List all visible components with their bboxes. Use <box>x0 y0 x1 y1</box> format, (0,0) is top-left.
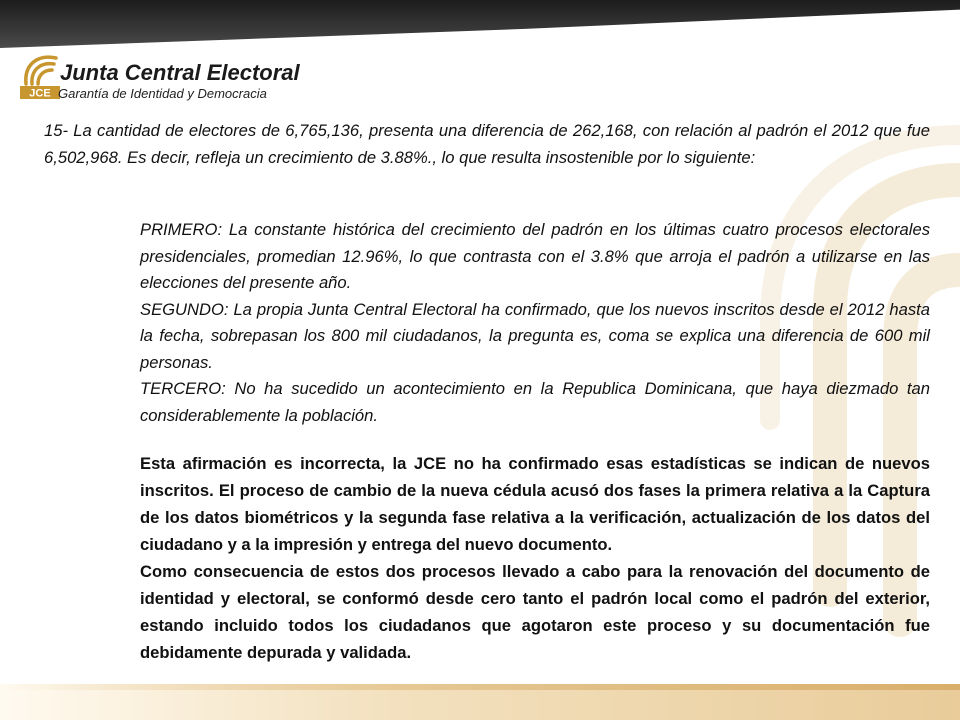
point-primero: PRIMERO: La constante histórica del crecimiento del padrón en los últimas cuatro procesos electorales presidenciales, promedian 12.96%, lo que contrasta con el 3.8% que arroja el padrón a utilizarse en las elecciones del presente año. <box>140 220 930 292</box>
answer-paragraph-1: Esta afirmación es incorrecta, la JCE no ha confirmado esas estadísticas se indican de nuevos inscritos. El proceso de cambio de la nueva cédula acusó dos fases la primera relativa a la Captura de los datos biométricos y la segunda fase relativa a la verificación, actualización de los datos del ciudadano y a la impresión y entrega del nuevo documento. <box>140 454 930 554</box>
point-segundo: SEGUNDO: La propia Junta Central Electoral ha confirmado, que los nuevos inscritos desde el 2012 hasta la fecha, sobrepasan los 800 mil ciudadanos, la pregunta es, coma se explica una diferencia de 600 mil personas. <box>140 299 930 372</box>
intro-paragraph: 15- La cantidad de electores de 6,765,136, presenta una diferencia de 262,168, con relación al padrón el 2012 que fue 6,502,968. Es decir, refleja un crecimiento de 3.88%., lo que resulta insostenible por lo siguiente: <box>44 121 930 167</box>
point-tercero: TERCERO: No ha sucedido un acontecimiento en la Republica Dominicana, que haya diezmado tan considerablemente la población. <box>140 379 930 425</box>
points-list <box>140 217 930 429</box>
jce-acronym: JCE <box>29 87 51 100</box>
org-subtitle: Garantía de Identidad y Democracia <box>58 86 267 101</box>
answer-block <box>140 450 930 666</box>
org-title: Junta Central Electoral <box>60 60 300 85</box>
answer-paragraph-2: Como consecuencia de estos dos procesos llevado a cabo para la renovación del documento de identidad y electoral, se conformó desde cero tanto el padrón local como el padrón del exterior, estando incluido todos los ciudadanos que agotaron este proceso y su documentación fue debidamente depurada y validada. <box>140 562 930 662</box>
